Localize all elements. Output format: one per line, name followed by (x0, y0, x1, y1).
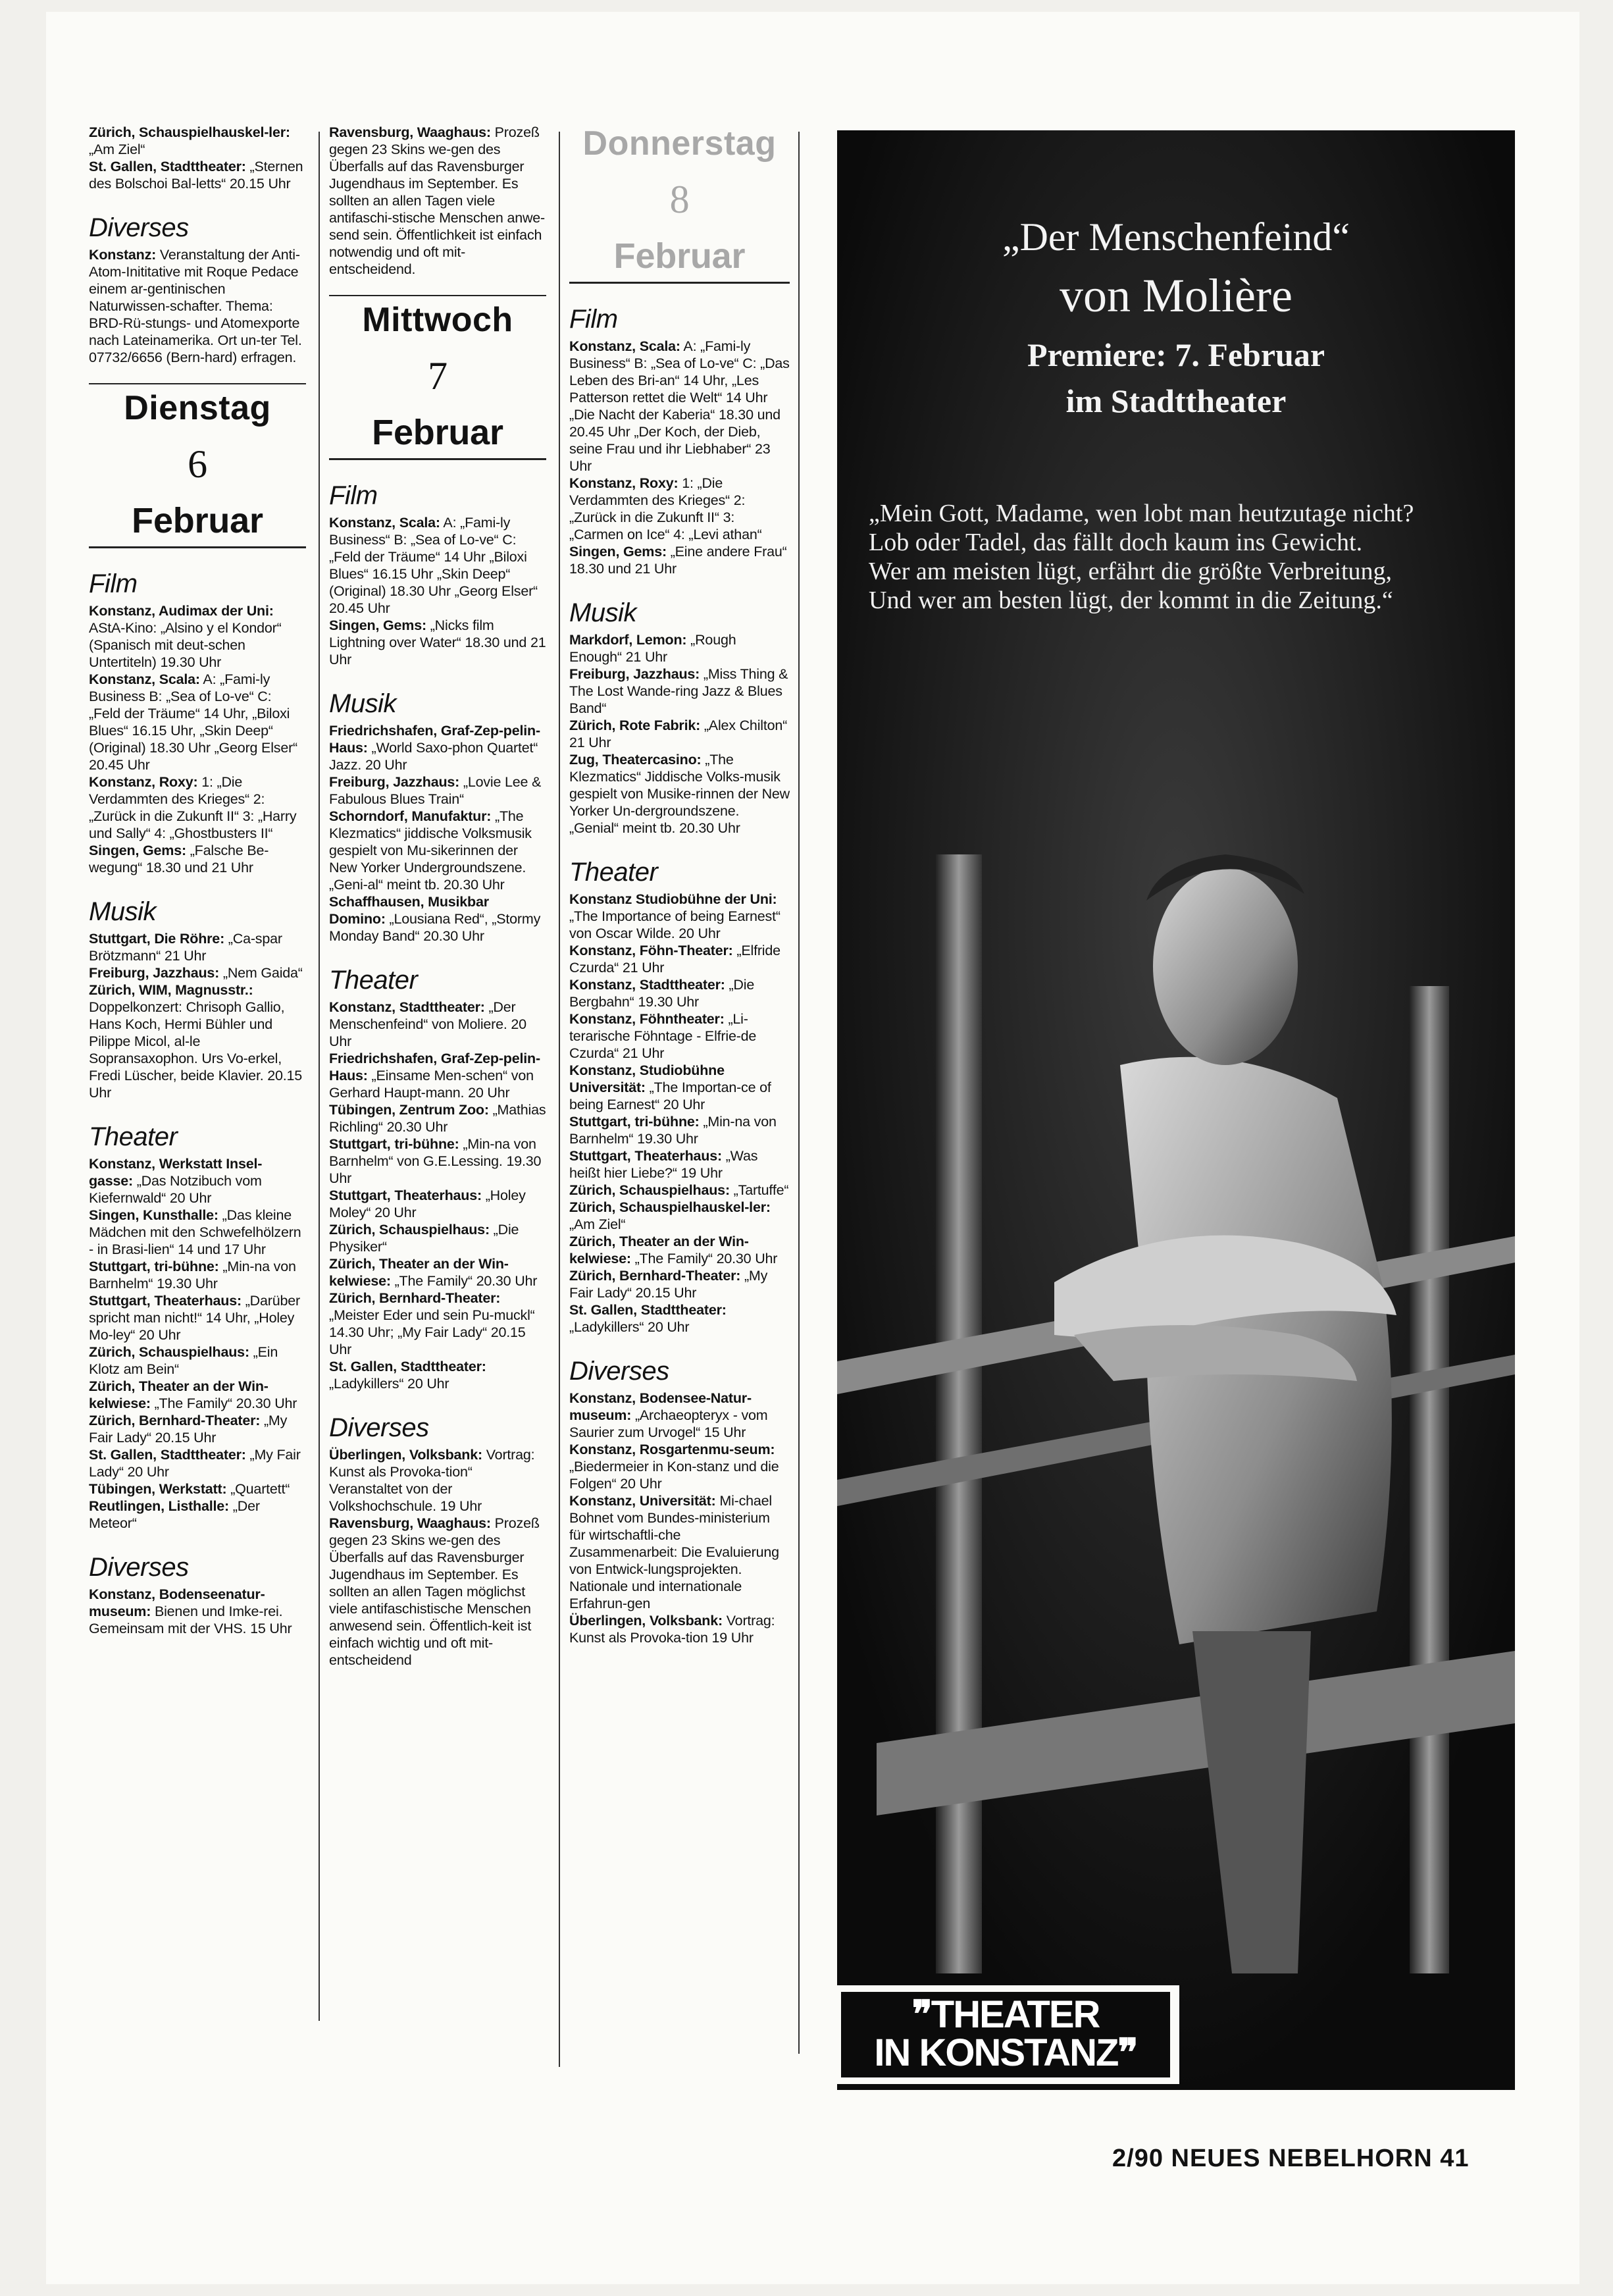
quote-line: Lob oder Tadel, das fällt doch kaum ins Gewicht. (869, 529, 1363, 556)
event-details: „Eine andere Frau“ 18.30 und 21 Uhr (569, 544, 791, 577)
venue-name: St. Gallen, Stadttheater: (569, 1302, 727, 1318)
event-details: „Tartuffe“ (729, 1182, 789, 1198)
listing-entry (329, 722, 546, 773)
listing-entry (329, 1221, 546, 1255)
venue-name: Zürich, Rote Fabrik: (569, 718, 701, 733)
listing-entry (569, 942, 790, 976)
event-details: „Archaeopteryx - vom Saurier zum Urvogel“ 15 Uhr (569, 1407, 772, 1440)
event-details: „Holey Moley“ 20 Uhr (329, 1187, 530, 1220)
venue-name: Konstanz, Scala: (89, 671, 200, 687)
quote-line: Wer am meisten lügt, erfährt die größte Verbreitung, (869, 558, 1393, 585)
listing-entry (569, 1182, 790, 1199)
venue-name: Singen, Kunsthalle: (89, 1207, 218, 1223)
venue-name: Überlingen, Volksbank: (329, 1447, 482, 1463)
event-details: „Ein Klotz am Bein“ (89, 1344, 282, 1377)
venue-name: Stuttgart, tri-bühne: (329, 1136, 459, 1152)
venue-name: Konstanz, Universität: (569, 1493, 716, 1509)
actor-photo (837, 130, 1515, 2090)
day-number: 7 (428, 354, 448, 398)
venue-name: Singen, Gems: (89, 843, 186, 858)
listing-entry (329, 1446, 546, 1515)
entries (569, 338, 794, 577)
listing-entry (569, 1199, 790, 1233)
event-details: „Das kleine Mädchen mit den Schwefelhölzern - in Brasi-lien“ 14 und 17 Uhr (89, 1207, 305, 1257)
listing-entry (569, 543, 790, 577)
venue-name: Konstanz, Roxy: (89, 774, 198, 790)
day-number: 6 (188, 442, 207, 486)
logo-text (841, 1992, 1170, 2077)
column-rule (559, 132, 560, 2067)
event-details: 1: „Die Verdammten des Krieges“ 2: „Zurück in die Zukunft II“ 3: „Carmen on Ice“ 4: „Levi athan“ (569, 475, 762, 542)
venue-name: Konstanz, Bodensee-Natur-museum: (569, 1390, 752, 1423)
entries (89, 930, 306, 1101)
event-details: „Min-na von Barnhelm“ von G.E.Lessing. 19.30 Uhr (329, 1136, 546, 1186)
venue-name: Konstanz, Rosgartenmu-seum: (569, 1442, 775, 1457)
entries (569, 631, 794, 837)
divider (89, 383, 306, 384)
listing-entry (89, 842, 306, 876)
listing-entry (329, 617, 550, 668)
column-rule (798, 132, 800, 2054)
venue-name: Stuttgart, Die Röhre: (89, 931, 225, 947)
venue-name: Schorndorf, Manufaktur: (329, 808, 492, 824)
venue-name: Markdorf, Lemon: (569, 632, 687, 648)
listing-entry (89, 602, 306, 671)
event-details: „The Family“ 20.30 Uhr (390, 1273, 538, 1289)
listing-entry (569, 1390, 790, 1441)
venue-name: Zürich, Schauspielhaus: (329, 1222, 490, 1238)
event-details: „Der Menschenfeind“ von Moliere. 20 Uhr (329, 999, 530, 1049)
entries (89, 124, 306, 192)
entries (569, 891, 790, 1336)
event-details: AStA-Kino: „Alsino y el Kondor“ (Spanisch mit deut-schen Untertiteln) 19.30 Uhr (89, 603, 286, 670)
venue-name: Singen, Gems: (569, 544, 667, 560)
venue-name: Singen, Gems: (329, 617, 426, 633)
listing-entry (569, 475, 790, 543)
page-footer: 2/90 NEUES NEBELHORN 41 (1112, 2145, 1470, 2172)
column-rule (319, 132, 320, 2021)
venue-name: Konstanz, Scala: (329, 515, 440, 531)
section-heading-diverses: Diverses (569, 1357, 669, 1386)
event-details: Veranstaltung der Anti-Atom-Inititative mit Roque Pedace einem ar-gentinischen Naturwissen-schafter. Thema: BRD-Rü-stungs- und Atomexporte nach Lateinamerika. Ort un-ter Tel. 07732/6656 (Bern-hard) erfragen. (89, 247, 306, 365)
entries (329, 999, 550, 1392)
entries (329, 722, 546, 945)
listing-entry (569, 717, 790, 751)
day-name: Donnerstag (582, 124, 777, 163)
day-name: Mittwoch (362, 301, 513, 339)
venue-name: Zürich, Theater an der Win-kelwiese: (329, 1256, 509, 1289)
listing-entry (89, 158, 306, 192)
venue-name: Konstanz, Audimax der Uni: (89, 603, 274, 619)
entries (329, 1446, 546, 1669)
day-name: Dienstag (124, 389, 271, 427)
listing-entry (89, 930, 306, 964)
event-details: „Am Ziel“ (569, 1199, 775, 1232)
poster-premiere: Premiere: 7. Februar (1027, 336, 1325, 373)
venue-name: Freiburg, Jazzhaus: (569, 666, 700, 682)
venue-name: Konstanz Studiobühne der Uni: (569, 891, 777, 907)
entries (89, 602, 306, 876)
event-details: „Sternen des Bolschoi Bal-letts“ 20.15 Uhr (89, 159, 307, 192)
event-details: „World Saxo-phon Quartet“ Jazz. 20 Uhr (329, 740, 542, 773)
event-details: „Was heißt hier Liebe?“ 19 Uhr (569, 1148, 762, 1181)
listing-column-3 (569, 124, 794, 1646)
listing-entry (89, 1586, 306, 1637)
venue-name: Ravensburg, Waaghaus: (329, 124, 491, 140)
venue-name: Überlingen, Volksbank: (569, 1613, 723, 1629)
event-details: „Rough Enough“ 21 Uhr (569, 632, 740, 665)
venue-name: Konstanz, Föhn-Theater: (569, 943, 733, 958)
venue-name: Zürich, Bernhard-Theater: (329, 1290, 501, 1306)
venue-name: Konstanz, Studiobühne Universität: (569, 1062, 729, 1095)
listing-entry (569, 1301, 790, 1336)
day-header-mittwoch (329, 295, 546, 460)
entries (89, 1586, 306, 1637)
listing-entry (89, 1344, 306, 1378)
section-heading-theater: Theater (329, 966, 418, 995)
event-details: „My Fair Lady“ 20 Uhr (89, 1447, 305, 1480)
poster-venue: im Stadttheater (1065, 382, 1287, 419)
event-details: „Ladykillers“ 20 Uhr (329, 1359, 490, 1392)
event-details: A: „Fami-ly Business B: „Sea of Lo-ve“ C: „Feld der Träume“ 14 Uhr, „Biloxi Blues“ 16.15 Uhr, „Skin Deep“ (Original) 18.30 Uhr „Georg Elser“ 20.45 Uhr (89, 671, 301, 773)
event-details: Doppelkonzert: Chrisoph Gallio, Hans Koch, Hermi Bühler und Pilippe Micol, al-le Sopransaxophon. Urs Vo-erkel, Fredi Lüscher, beide Klavier. 20.15 Uhr (89, 982, 306, 1101)
listing-entry (89, 1412, 306, 1446)
event-details: „Nicks film Lightning over Water“ 18.30 und 21 Uhr (329, 617, 550, 667)
listing-entry (329, 1135, 546, 1187)
listing-column-1 (89, 124, 306, 1637)
venue-name: St. Gallen, Stadttheater: (89, 159, 246, 174)
section-heading-theater: Theater (89, 1122, 178, 1151)
listing-entry (569, 1612, 790, 1646)
theater-logo (837, 1985, 1179, 2084)
listing-entry (89, 773, 306, 842)
listing-entry (329, 1255, 546, 1290)
event-details: „Min-na von Barnhelm“ 19.30 Uhr (569, 1114, 781, 1147)
listing-entry (569, 1062, 790, 1113)
venue-name: Zürich, Schauspielhaus: (89, 1344, 249, 1360)
event-details: „Die Physiker“ (329, 1222, 523, 1255)
section-heading-musik: Musik (89, 897, 156, 926)
event-details: „Miss Thing & The Lost Wande-ring Jazz & Blues Band“ (569, 666, 792, 716)
entries (569, 1390, 790, 1646)
venue-name: Stuttgart, tri-bühne: (89, 1259, 219, 1274)
event-details: „Elfride Czurda“ 21 Uhr (569, 943, 784, 976)
listing-entry (329, 808, 546, 893)
venue-name: Zürich, WIM, Magnusstr.: (89, 982, 253, 998)
venue-name: Stuttgart, tri-bühne: (569, 1114, 700, 1130)
listing-entry (329, 1290, 546, 1358)
event-details: A: „Fami-ly Business“ B: „Sea of Lo-ve“ C: „Feld der Träume“ 14 Uhr „Biloxi Blues“ 16.15 Uhr „Skin Deep“ (Original) 18.30 Uhr „Georg Elser“ 20.45 Uhr (329, 515, 542, 616)
event-details: Prozeß gegen 23 Skins we-gen des Überfalls auf das Ravensburger Jugendhaus im September. Es sollten an allen Tagen möglichst viele antifaschistische Menschen anwesend sein. Öffentlich-keit ist einfach wichtig und oft mit-entscheidend (329, 1515, 544, 1668)
event-details: „The Importance of being Earnest“ von Oscar Wilde. 20 Uhr (569, 891, 784, 941)
event-details: „Min-na von Barnhelm“ 19.30 Uhr (89, 1259, 300, 1292)
event-details: „Das Notzibuch vom Kiefernwald“ 20 Uhr (89, 1173, 266, 1206)
event-details: „Der Meteor“ (89, 1498, 264, 1531)
event-details: „Quartett“ (226, 1481, 290, 1497)
event-details: „My Fair Lady“ 20.15 Uhr (89, 1413, 291, 1446)
listing-entry (569, 1492, 790, 1612)
logo-line: ❞THEATER (911, 1993, 1100, 2036)
event-details: „Ca-spar Brötzmann“ 21 Uhr (89, 931, 286, 964)
venue-name: Konstanz, Stadttheater: (569, 977, 725, 993)
divider (569, 282, 790, 284)
listing-entry (329, 773, 546, 808)
section-heading-diverses: Diverses (89, 1553, 189, 1582)
event-details: „Ladykillers“ 20 Uhr (569, 1302, 730, 1335)
event-details: A: „Fami-ly Business“ B: „Sea of Lo-ve“ C: „Das Leben des Bri-an“ 14 Uhr, „Les Patterson rettet die Welt“ 14 Uhr „Die Nacht der Kaberia“ 18.30 und 20.45 Uhr „Der Koch, der Dieb, seine Frau und ihr Liebhaber“ 23 Uhr (569, 338, 794, 474)
event-details: „Falsche Be-wegung“ 18.30 und 21 Uhr (89, 843, 269, 875)
event-details: „The Family“ 20.30 Uhr (630, 1251, 778, 1266)
listing-entry (569, 665, 790, 717)
entries (89, 246, 306, 366)
listing-entry (569, 1267, 790, 1301)
listing-entry (569, 976, 790, 1010)
listing-entry (569, 1147, 790, 1182)
venue-name: Friedrichshafen, Graf-Zep-pelin-Haus: (329, 1051, 540, 1083)
divider (329, 295, 546, 296)
event-details: „Meister Eder und sein Pu-muckl“ 14.30 Uhr; „My Fair Lady“ 20.15 Uhr (329, 1290, 539, 1357)
listing-entry (329, 1050, 546, 1101)
event-details: „My Fair Lady“ 20.15 Uhr (569, 1268, 771, 1301)
section-heading-diverses: Diverses (89, 213, 189, 242)
listing-entry (89, 1258, 306, 1292)
listing-entry (569, 1010, 790, 1062)
listing-entry (329, 1187, 546, 1221)
venue-name: Konstanz, Roxy: (569, 475, 678, 491)
venue-name: Ravensburg, Waaghaus: (329, 1515, 491, 1531)
event-details: 1: „Die Verdammten des Krieges“ 2: „Zurück in die Zukunft II“ 3: „Harry und Sally“ 4: „Ghostbusters II“ (89, 774, 301, 841)
event-details: Mi-chael Bohnet vom Bundes-ministerium für wirtschaftli-che Zusammenarbeit: Die Evaluierung von Entwick-lungsprojekten. Nationale und internationale Erfahrun-gen (569, 1493, 783, 1611)
event-details: „Lousiana Red“, „Stormy Monday Band“ 20.30 Uhr (329, 911, 544, 944)
poster-title: „Der Menschenfeind“ (1002, 215, 1350, 259)
listing-entry (329, 124, 546, 278)
entries (89, 1155, 306, 1532)
venue-name: Zürich, Theater an der Win-kelwiese: (89, 1378, 269, 1411)
venue-name: Friedrichshafen, Graf-Zep-pelin-Haus: (329, 723, 540, 756)
listing-entry (89, 246, 306, 366)
day-header-donnerstag (569, 124, 790, 284)
event-details: „The Klezmatics“ Jiddische Volks-musik gespielt von Musike-rinnen der New Yorker Un-dergroundszene. „Genial“ meint tb. 20.30 Uhr (569, 752, 794, 836)
event-details: „Lovie Lee & Fabulous Blues Train“ (329, 774, 545, 807)
venue-name: Zürich, Theater an der Win-kelwiese: (569, 1234, 749, 1266)
venue-name: Konstanz, Scala: (569, 338, 680, 354)
day-month: Februar (132, 501, 263, 540)
venue-name: Tübingen, Werkstatt: (89, 1481, 227, 1497)
venue-name: Zürich, Schauspielhauskel-ler: (569, 1199, 771, 1215)
venue-name: Zürich, Schauspielhauskel-ler: (89, 124, 290, 140)
event-details: „Am Ziel“ (89, 124, 294, 157)
venue-name: Zürich, Bernhard-Theater: (89, 1413, 261, 1428)
event-details: „Mathias Richling“ 20.30 Uhr (329, 1102, 550, 1135)
entries (329, 124, 546, 278)
theater-poster (837, 130, 1515, 2090)
day-month: Februar (372, 413, 503, 452)
venue-name: Stuttgart, Theaterhaus: (329, 1187, 482, 1203)
event-details: „Nem Gaida“ (219, 965, 303, 981)
event-details: Vortrag: Kunst als Provoka-tion 19 Uhr (569, 1613, 779, 1646)
listing-entry (329, 1515, 546, 1669)
venue-name: Tübingen, Zentrum Zoo: (329, 1102, 489, 1118)
divider (329, 458, 546, 460)
listing-entry (89, 1207, 306, 1258)
listing-entry (89, 981, 306, 1101)
listing-entry (89, 671, 306, 773)
section-heading-film: Film (569, 305, 618, 334)
listing-entry (89, 1378, 306, 1412)
event-details: „Die Bergbahn“ 19.30 Uhr (569, 977, 758, 1010)
venue-name: Konstanz, Stadttheater: (329, 999, 485, 1015)
event-details: „The Family“ 20.30 Uhr (150, 1396, 297, 1411)
listing-entry (569, 891, 790, 942)
event-details: „Biedermeier in Kon-stanz und die Folgen“ 20 Uhr (569, 1442, 783, 1492)
entries (329, 514, 550, 668)
event-details: Prozeß gegen 23 Skins we-gen des Überfalls auf das Ravensburger Jugendhaus im September. Es sollten an allen Tagen viele antifaschi-stische Menschen anwe-send sein. Öffentlichkeit ist einfach notwendig und oft mit-entscheidend. (329, 124, 546, 277)
venue-name: Freiburg, Jazzhaus: (329, 774, 460, 790)
logo-line: IN KONSTANZ❞ (874, 2031, 1137, 2074)
listing-entry (569, 631, 790, 665)
listing-entry (329, 1358, 546, 1392)
event-details: „Darüber spricht man nicht!“ 14 Uhr, „Holey Mo-ley“ 20 Uhr (89, 1293, 304, 1343)
listing-column-2 (329, 124, 550, 1669)
divider (89, 546, 306, 548)
poster-quote (869, 499, 1500, 615)
listing-entry (89, 1498, 306, 1532)
section-heading-theater: Theater (569, 858, 658, 887)
venue-name: Freiburg, Jazzhaus: (89, 965, 220, 981)
listing-entry (89, 1292, 306, 1344)
venue-name: Stuttgart, Theaterhaus: (569, 1148, 722, 1164)
venue-name: Reutlingen, Listhalle: (89, 1498, 230, 1514)
section-heading-film: Film (89, 569, 138, 598)
listing-entry (89, 1446, 306, 1480)
venue-name: Konstanz: (89, 247, 157, 263)
venue-name: Stuttgart, Theaterhaus: (89, 1293, 242, 1309)
venue-name: Schaffhausen, Musikbar Domino: (329, 894, 493, 927)
event-details: Vortrag: Kunst als Provoka-tion“ Veranstaltet von der Volkshochschule. 19 Uhr (329, 1447, 539, 1514)
section-heading-diverses: Diverses (329, 1413, 429, 1442)
section-heading-musik: Musik (329, 689, 396, 718)
day-header-dienstag (89, 383, 306, 548)
listing-entry (89, 1155, 306, 1207)
listing-entry (569, 1233, 790, 1267)
listing-entry (89, 124, 306, 158)
venue-name: Konstanz, Bodenseenatur-museum: (89, 1586, 265, 1619)
venue-name: St. Gallen, Stadttheater: (89, 1447, 246, 1463)
day-month: Februar (613, 236, 746, 276)
quote-line: „Mein Gott, Madame, wen lobt man heutzutage nicht? (869, 500, 1414, 527)
quote-line: Und wer am besten lügt, der kommt in die Zeitung.“ (869, 587, 1393, 614)
event-details: „Alex Chilton“ 21 Uhr (569, 718, 791, 750)
venue-name: Zug, Theatercasino: (569, 752, 702, 768)
venue-name: Zürich, Schauspielhaus: (569, 1182, 730, 1198)
listing-entry (569, 338, 794, 475)
listing-entry (329, 1101, 550, 1135)
listing-entry (89, 964, 306, 981)
venue-name: Zürich, Bernhard-Theater: (569, 1268, 741, 1284)
listing-entry (329, 514, 546, 617)
listing-entry (329, 999, 546, 1050)
poster-author: von Molière (1060, 269, 1293, 322)
listing-entry (569, 1113, 790, 1147)
listing-entry (89, 1480, 306, 1498)
venue-name: Konstanz, Werkstatt Insel-gasse: (89, 1156, 263, 1189)
event-details: „The Importan-ce of being Earnest“ 20 Uhr (569, 1080, 775, 1112)
venue-name: St. Gallen, Stadttheater: (329, 1359, 486, 1374)
listing-entry (329, 893, 546, 945)
section-heading-musik: Musik (569, 598, 636, 627)
venue-name: Konstanz, Föhntheater: (569, 1011, 725, 1027)
day-number: 8 (669, 178, 690, 221)
section-heading-film: Film (329, 481, 378, 510)
event-details: „The Klezmatics“ jiddische Volksmusik gespielt von Mu-sikerinnen der New Yorker Undergroundszene. „Geni-al“ meint tb. 20.30 Uhr (329, 808, 536, 893)
event-details: „Einsame Men-schen“ von Gerhard Haupt-mann. 20 Uhr (329, 1068, 538, 1101)
event-details: Bienen und Imke-rei. Gemeinsam mit der VHS. 15 Uhr (89, 1604, 292, 1636)
listing-entry (569, 1441, 790, 1492)
listing-entry (569, 751, 794, 837)
event-details: „Li-terarische Föhntage - Elfrie-de Czurda“ 21 Uhr (569, 1011, 760, 1061)
